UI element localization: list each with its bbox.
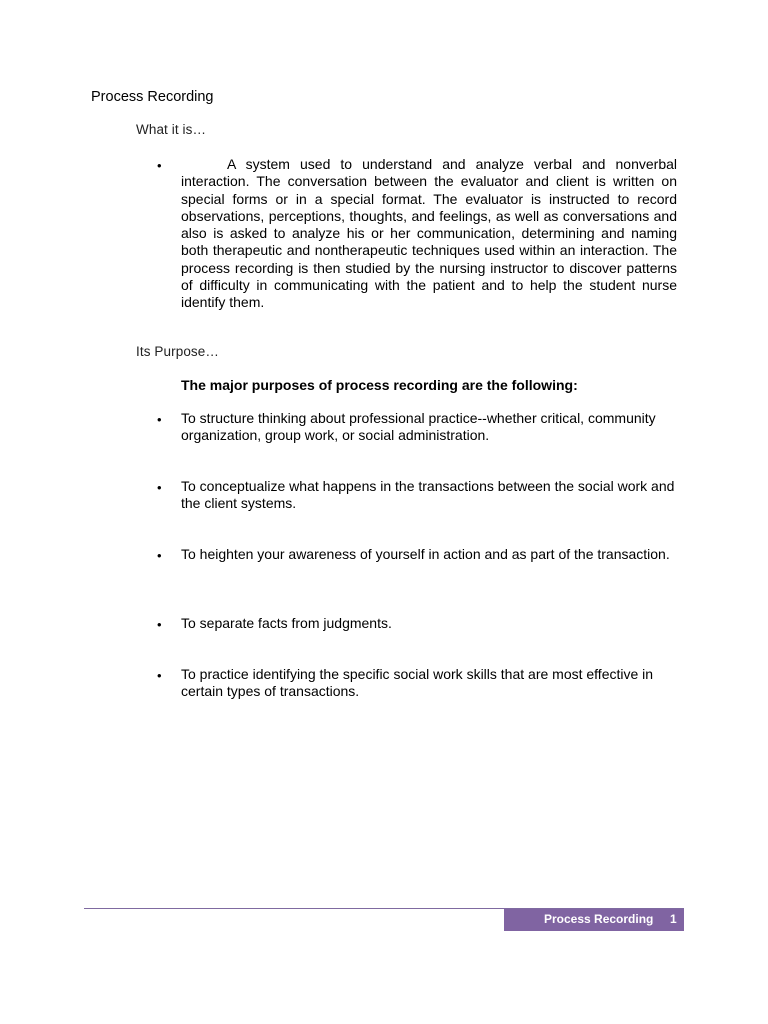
bullet-marker: • [157,617,162,632]
bullet-marker: • [157,480,162,495]
footer-bar [504,909,684,931]
purpose-intro: The major purposes of process recording are the following: [181,377,578,393]
footer-page-number: 1 [670,912,677,926]
bullet-marker: • [157,548,162,563]
bullet-marker: • [157,158,162,173]
purpose-item: To structure thinking about professional practice--whether critical, community organization, group work, or social administration. [181,410,656,444]
purpose-item: To heighten your awareness of yourself in action and as part of the transaction. [181,546,670,562]
purpose-item: To separate facts from judgments. [181,615,392,631]
footer-label: Process Recording [544,912,654,926]
definition-paragraph [181,156,677,312]
bullet-marker: • [157,668,162,683]
section-heading-purpose: Its Purpose… [136,344,219,359]
purpose-item: To practice identifying the specific social work skills that are most effective in certain types of transactions. [181,666,654,700]
page-title: Process Recording [91,89,214,105]
section-heading-what: What it is… [136,122,207,137]
definition-text: A system used to understand and analyze verbal and nonverbal interaction. The conversation between the evaluator and client is written on special forms or in a special format. The evaluator is instructed to record observations, perceptions, thoughts, and feelings, as well as conversations and also is asked to analyze his or her communication, determining and naming both therapeutic and nontherapeutic techniques used within an interaction. The process recording is then studied by the nursing instructor to discover patterns of difficulty in communicating with the patient and to help the student nurse identify them. [181,156,677,311]
purpose-item: To conceptualize what happens in the transactions between the social work and the client systems. [181,478,675,512]
bullet-marker: • [157,412,162,427]
